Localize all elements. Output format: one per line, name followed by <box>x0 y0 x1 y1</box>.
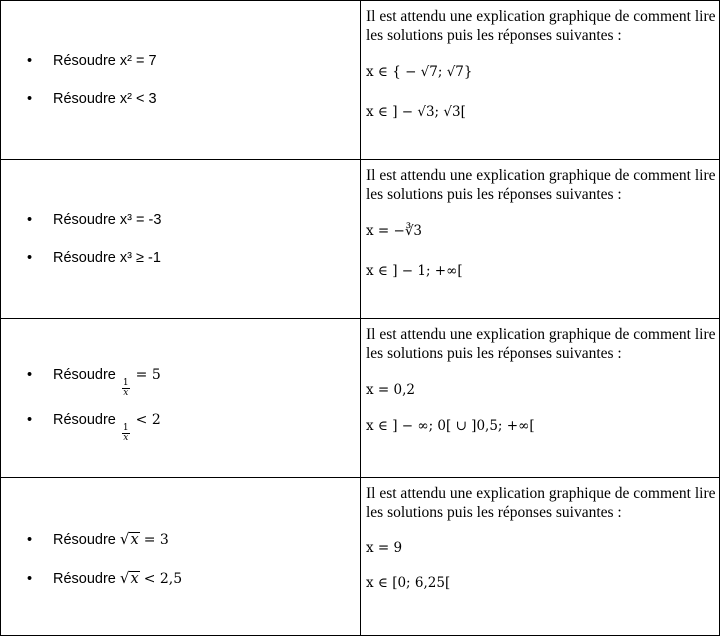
table-row <box>1 159 719 318</box>
list-item <box>27 367 161 398</box>
bullet: • <box>27 250 33 266</box>
bullet: • <box>27 53 33 69</box>
answer-line: x = 9 <box>366 540 403 556</box>
answer-cell <box>361 160 719 318</box>
square-root: √ x <box>119 530 139 548</box>
list-item <box>27 212 161 228</box>
table-row <box>1 477 719 636</box>
exercise-text: Résoudre x² < 3 <box>53 91 157 107</box>
list-item <box>27 530 169 548</box>
answer-intro: Il est attendu une explication graphique de comment lire les solutions puis les réponses suivantes : <box>366 167 716 203</box>
answer-line: x = 0,2 <box>366 382 415 398</box>
table-row <box>1 318 719 477</box>
exercise-text: Résoudre <box>53 412 116 428</box>
exercise-text: Résoudre <box>53 367 116 383</box>
exercise-text: Résoudre x³ ≥ -1 <box>53 250 161 266</box>
list-item <box>27 53 157 69</box>
answer-line: x ∈ ] − 1; +∞[ <box>366 263 463 279</box>
exercise-suffix: = 5 <box>135 367 161 383</box>
bullet: • <box>27 571 33 587</box>
table-row <box>1 1 719 159</box>
answer-intro: Il est attendu une explication graphique de comment lire les solutions puis les réponses suivantes : <box>366 485 716 521</box>
answer-intro: Il est attendu une explication graphique de comment lire les solutions puis les réponses suivantes : <box>366 326 716 362</box>
exercise-text: Résoudre <box>53 571 116 587</box>
bullet: • <box>27 367 33 383</box>
exercise-text: Résoudre <box>53 532 116 548</box>
answer-cell <box>361 1 719 159</box>
exercise-cell <box>1 319 360 477</box>
answer-cell <box>361 478 719 636</box>
answer-line: x ∈ ] − ∞; 0[ ∪ ]0,5; +∞[ <box>366 418 535 434</box>
list-item <box>27 250 161 266</box>
exercise-cell <box>1 1 360 159</box>
exercise-suffix: < 2 <box>135 412 161 428</box>
square-root: √ x <box>119 569 139 587</box>
bullet: • <box>27 532 33 548</box>
list-item <box>27 91 157 107</box>
list-item <box>27 569 182 587</box>
bullet: • <box>27 212 33 228</box>
exercise-cell <box>1 160 360 318</box>
answer-line: x = −∛3 <box>366 223 423 239</box>
list-item <box>27 412 161 443</box>
exercise-suffix: < 2,5 <box>143 571 183 587</box>
answer-line: x ∈ ] − √3; √3[ <box>366 104 466 120</box>
exercise-suffix: = 3 <box>143 532 169 548</box>
exercise-cell <box>1 478 360 636</box>
answer-intro: Il est attendu une explication graphique de comment lire les solutions puis les réponses suivantes : <box>366 8 716 44</box>
answer-line: x ∈ { − √7; √7} <box>366 64 473 80</box>
answer-cell <box>361 319 719 477</box>
fraction: $\frac{1}{x}$ <box>122 378 129 398</box>
answer-line: x ∈ [0; 6,25[ <box>366 575 451 591</box>
bullet: • <box>27 412 33 428</box>
fraction: $\frac{1}{x}$ <box>122 423 129 443</box>
exercise-text: Résoudre x² = 7 <box>53 53 157 69</box>
bullet: • <box>27 91 33 107</box>
exercise-text: Résoudre x³ = -3 <box>53 212 162 228</box>
